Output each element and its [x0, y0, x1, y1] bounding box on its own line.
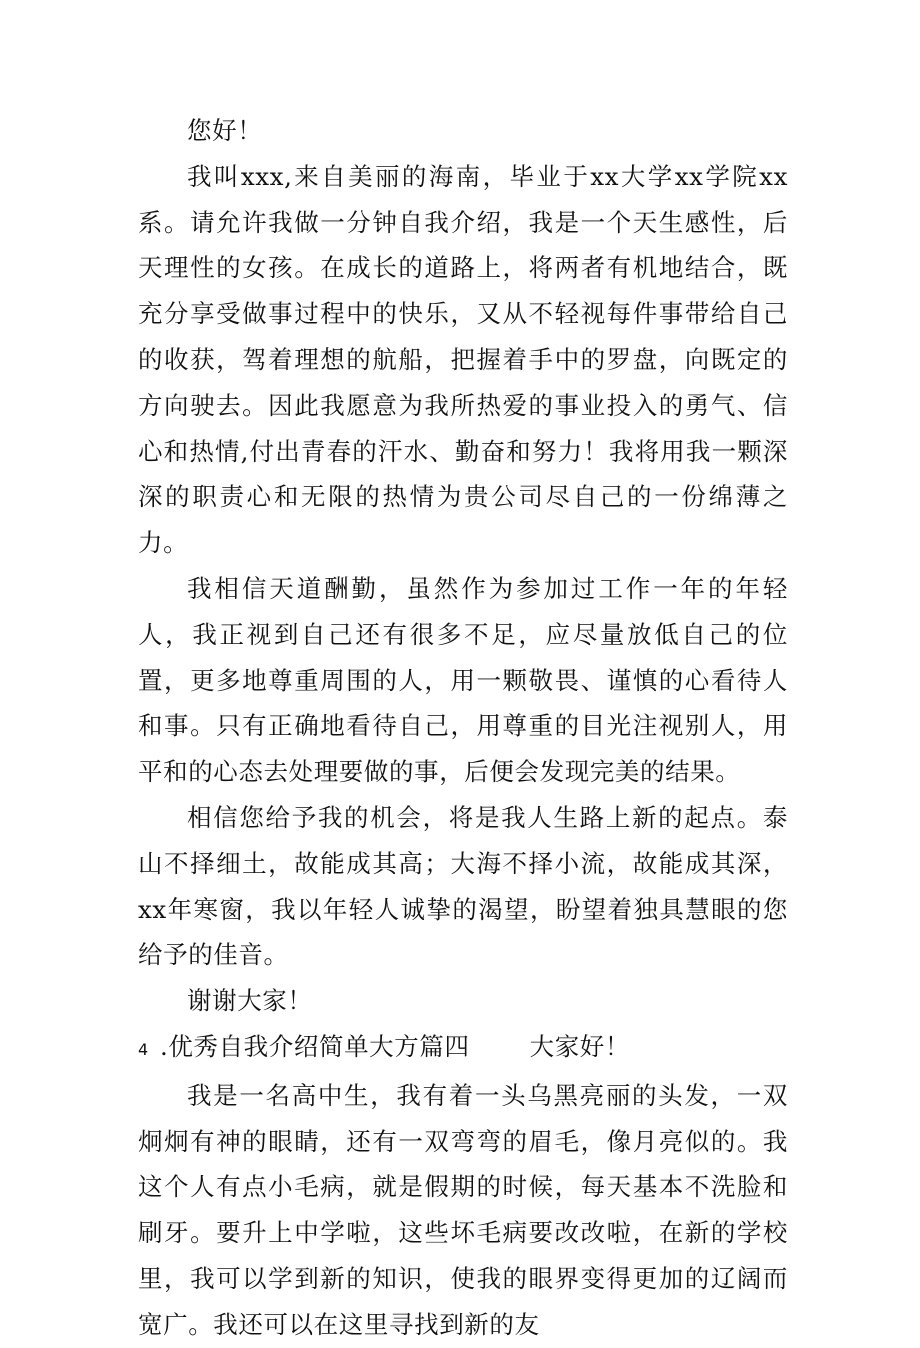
section-number: 4 — [138, 1039, 149, 1059]
paragraph-introduction: 我叫xxx,来自美丽的海南，毕业于xx大学xx学院xx系。请允许我做一分钟自我介绍，我是一个天生感性，后天理性的女孩。在成长的道路上，将两者有机地结合，既充分享受做事过程中的快乐，又从不轻视每件事带给自己的收获，驾着理想的航船，把握着手中的罗盘，向既定的方向驶去。因此我愿意为我所热爱的事业投入的勇气、信心和热情,付出青春的汗水、勤奋和努力！我将用我一颗深深的职责心和无限的热情为贵公司尽自己的一份绵薄之力。 — [138, 161, 788, 558]
section-title: .优秀自我介绍简单大方篇四 — [160, 1031, 470, 1061]
section-greeting: 大家好！ — [529, 1031, 630, 1061]
paragraph-diligence: 我相信天道酬勤，虽然作为参加过工作一年的年轻人，我正视到自己还有很多不足，应尽量放低自己的位置，更多地尊重周围的人，用一颗敬畏、谨慎的心看待人和事。只有正确地看待自己，用尊重的目光注视别人，用平和的心态去处理要做的事，后便会发现完美的结果。 — [138, 573, 788, 787]
greeting-text: 您好！ — [187, 116, 263, 145]
closing-text: 谢谢大家！ — [187, 986, 313, 1016]
section-heading — [138, 1024, 788, 1073]
document-body — [138, 108, 788, 1348]
paragraph-opportunity: 相信您给予我的机会，将是我人生路上新的起点。泰山不择细土，故能成其高；大海不择小流，故能成其深，xx年寒窗，我以年轻人诚挚的渴望，盼望着独具慧眼的您给予的佳音。 — [138, 802, 788, 970]
paragraph-self-description: 我是一名高中生，我有着一头乌黑亮丽的头发，一双炯炯有神的眼睛，还有一双弯弯的眉毛，像月亮似的。我这个人有点小毛病，就是假期的时候，每天基本不洗脸和刷牙。要升上中学啦，这些坏毛病要改改啦，在新的学校里，我可以学到新的知识，使我的眼界变得更加的辽阔而宽广。我还可以在这里寻找到新的友 — [138, 1080, 788, 1339]
